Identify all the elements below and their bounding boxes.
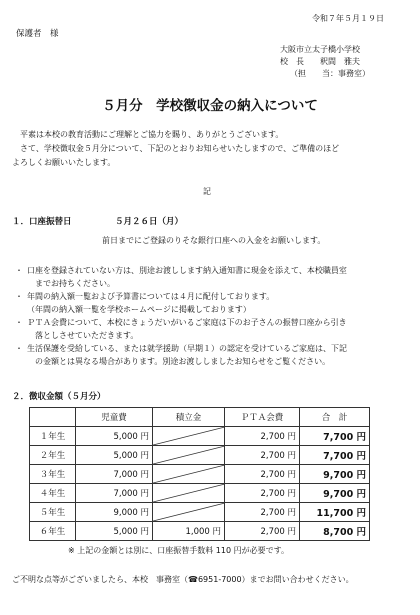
table-header-row bbox=[30, 408, 370, 427]
bullet-3-line-2: 落としさせていただきます。 bbox=[35, 331, 139, 340]
pta-cell: 2,700 円 bbox=[225, 446, 300, 465]
bullet-3-line-1: ＰＴＡ会費について、本校にきょうだいがいるご家庭は下のお子さんの振替口座から引き bbox=[27, 318, 347, 327]
header-tsumitate: 積立金 bbox=[153, 408, 225, 427]
intro-line-3: よろしくお願いいたします。 bbox=[12, 158, 116, 167]
tsumitate-cell: 1,000 円 bbox=[153, 522, 225, 541]
empty-cell-slash bbox=[153, 446, 225, 465]
total-cell: 9,700 円 bbox=[300, 465, 370, 484]
page-title: ５月分 学校徴収金の納入について bbox=[102, 98, 318, 114]
jidou-cell: 5,000 円 bbox=[76, 446, 153, 465]
fee-table bbox=[29, 407, 370, 541]
bullet-mark: ・ bbox=[15, 318, 23, 327]
table-row bbox=[30, 503, 370, 522]
empty-cell-slash bbox=[153, 465, 225, 484]
empty-cell-slash bbox=[153, 484, 225, 503]
grade-cell: ２年生 bbox=[30, 446, 76, 465]
total-cell: 7,700 円 bbox=[300, 427, 370, 446]
jidou-cell: 9,000 円 bbox=[76, 503, 153, 522]
intro-line-2: さて、学校徴収金５月分について、下記のとおりお知らせいたしますので、ご準備のほど bbox=[20, 144, 340, 153]
ki-label: 記 bbox=[203, 187, 211, 196]
total-cell: 8,700 円 bbox=[300, 522, 370, 541]
bullet-mark: ・ bbox=[15, 266, 23, 275]
section1-note: 前日までにご登録のりそな銀行口座への入金をお願いします。 bbox=[102, 236, 326, 245]
empty-cell-slash bbox=[153, 427, 225, 446]
section2-label: ２．徴収金額（５月分） bbox=[12, 392, 106, 402]
table-footnote: ※ 上記の金額とは別に、口座振替手数料 110 円が必要です。 bbox=[68, 546, 289, 555]
bullet-4-line-1: 生活保護を受給している、または就学援助（早期１）の認定を受けているご家庭は、下記 bbox=[27, 344, 347, 353]
total-cell: 9,700 円 bbox=[300, 484, 370, 503]
grade-cell: ３年生 bbox=[30, 465, 76, 484]
jidou-cell: 5,000 円 bbox=[76, 427, 153, 446]
pta-cell: 2,700 円 bbox=[225, 465, 300, 484]
sender-contact: （担 当：事務室） bbox=[290, 69, 370, 78]
bullet-1-line-1: 口座を登録されていない方は、別途お渡しします納入通知書に現金を添えて、本校職員室 bbox=[27, 266, 347, 275]
header-jidou: 児童費 bbox=[76, 408, 153, 427]
pta-cell: 2,700 円 bbox=[225, 484, 300, 503]
total-cell: 7,700 円 bbox=[300, 446, 370, 465]
grade-cell: ４年生 bbox=[30, 484, 76, 503]
jidou-cell: 7,000 円 bbox=[76, 484, 153, 503]
total-cell: 11,700 円 bbox=[300, 503, 370, 522]
table-row bbox=[30, 446, 370, 465]
header-grade bbox=[30, 408, 76, 427]
bullet-mark: ・ bbox=[15, 344, 23, 353]
contact-footer: ご不明な点等がございましたら、本校 事務室（☎6951-7000）までお問い合わせください。 bbox=[12, 575, 354, 584]
bullet-1-line-2: までお持ちください。 bbox=[35, 279, 115, 288]
grade-cell: １年生 bbox=[30, 427, 76, 446]
intro-line-1: 平素は本校の教育活動にご理解とご協力を賜り、ありがとうございます。 bbox=[20, 130, 284, 139]
header-pta: ＰＴＡ会費 bbox=[225, 408, 300, 427]
empty-cell-slash bbox=[153, 503, 225, 522]
header-total: 合 計 bbox=[300, 408, 370, 427]
jidou-cell: 5,000 円 bbox=[76, 522, 153, 541]
section1-label: １．口座振替日 bbox=[12, 217, 72, 227]
jidou-cell: 7,000 円 bbox=[76, 465, 153, 484]
issue-date: 令和７年５月１９日 bbox=[312, 14, 384, 23]
grade-cell: ６年生 bbox=[30, 522, 76, 541]
table-row bbox=[30, 484, 370, 503]
sender-principal: 校 長 釈間 雅夫 bbox=[280, 57, 360, 66]
table-row bbox=[30, 465, 370, 484]
addressee: 保護者 様 bbox=[16, 29, 59, 39]
section1-date: ５月２６日（月） bbox=[115, 217, 184, 227]
table-row bbox=[30, 522, 370, 541]
table-row bbox=[30, 427, 370, 446]
bullet-2-line-1: 年間の納入額一覧および予算書については４月に配付しております。 bbox=[27, 292, 275, 301]
grade-cell: ５年生 bbox=[30, 503, 76, 522]
pta-cell: 2,700 円 bbox=[225, 503, 300, 522]
pta-cell: 2,700 円 bbox=[225, 427, 300, 446]
pta-cell: 2,700 円 bbox=[225, 522, 300, 541]
sender-school: 大阪市立太子橋小学校 bbox=[280, 45, 360, 54]
bullet-2-line-2: （年間の納入額一覧を学校ホームページに掲載しております） bbox=[27, 305, 251, 314]
bullet-mark: ・ bbox=[15, 292, 23, 301]
bullet-4-line-2: の金額とは異なる場合があります。別途お渡ししましたお知らせをご覧ください。 bbox=[35, 357, 331, 366]
